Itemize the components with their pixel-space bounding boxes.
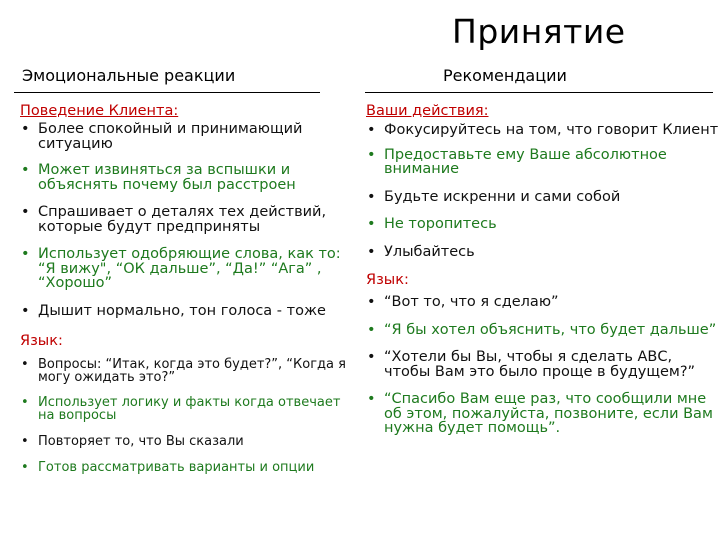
list-item: • “Спасибо Вам еще раз, что сообщили мне об этом, пожалуйста, позвоните, если Вам нужна будет помощь”.: [367, 391, 713, 436]
bullet-icon: •: [367, 391, 376, 407]
bullet-icon: •: [21, 302, 30, 319]
behavior-list: [20, 122, 350, 318]
list-item: • “Я бы хотел объяснить, что будет дальше”: [367, 321, 717, 338]
bullet-icon: •: [367, 216, 376, 232]
bullet-icon: •: [21, 204, 30, 220]
right-heading-divider: [365, 92, 713, 93]
list-item: • Фокусируйтесь на том, что говорит Клиент: [367, 122, 719, 138]
actions-section-title: Ваши действия:: [366, 103, 489, 119]
bullet-icon: •: [21, 162, 30, 178]
list-item: • Предоставьте ему Ваше абсолютное внимание: [367, 146, 667, 177]
slide-title: Принятие: [452, 12, 626, 51]
list-item: • Использует логику и факты когда отвечает на вопросы: [21, 395, 341, 423]
list-item: • Готов рассматривать варианты и опции: [21, 460, 315, 475]
bullet-icon: •: [367, 349, 376, 365]
bullet-icon: •: [21, 434, 29, 449]
list-item: • Более спокойный и принимающий ситуацию: [21, 121, 303, 152]
right-language-list: [366, 295, 720, 436]
list-item: • Использует одобряющие слова, как то: “Я вижу", “ОК дальше”, “Да!” “Ага” , “Хорошо”: [21, 246, 341, 291]
left-column: [20, 102, 350, 474]
bullet-icon: •: [367, 146, 376, 163]
list-item: • Спрашивает о деталях тех действий, которые будут предприняты: [21, 204, 327, 235]
bullet-icon: •: [21, 246, 30, 262]
left-language-list: [20, 358, 350, 474]
bullet-icon: •: [367, 321, 376, 338]
list-item: • Улыбайтесь: [367, 243, 475, 260]
list-item: • Будьте искренни и сами собой: [367, 188, 621, 205]
bullet-icon: •: [21, 357, 29, 372]
bullet-icon: •: [21, 121, 30, 137]
bullet-icon: •: [367, 122, 376, 138]
behavior-section-title: Поведение Клиента:: [20, 103, 179, 119]
bullet-icon: •: [367, 243, 376, 260]
left-language-section-title: Язык:: [20, 333, 63, 349]
list-item: • Повторяет то, что Вы сказали: [21, 434, 244, 449]
list-item: • Не торопитесь: [367, 216, 497, 232]
bullet-icon: •: [367, 294, 376, 310]
bullet-icon: •: [21, 395, 29, 410]
actions-list: [366, 123, 720, 259]
bullet-icon: •: [367, 188, 376, 205]
right-column-heading: Рекомендации: [443, 66, 567, 85]
left-heading-divider: [14, 92, 320, 93]
bullet-icon: •: [21, 460, 29, 475]
list-item: • “Вот то, что я сделаю”: [367, 294, 559, 310]
list-item: • Дышит нормально, тон голоса - тоже: [21, 302, 326, 319]
right-language-section-title: Язык:: [366, 272, 409, 288]
list-item: • Может извиняться за вспышки и объяснять почему был расстроен: [21, 162, 296, 193]
left-column-heading: Эмоциональные реакции: [22, 66, 236, 85]
list-item: • “Хотели бы Вы, чтобы я сделать АВС, чтобы Вам это было проще в будущем?”: [367, 349, 696, 380]
right-column: [366, 102, 720, 436]
list-item: • Вопросы: “Итак, когда это будет?”, “Когда я могу ожидать это?”: [21, 357, 346, 385]
